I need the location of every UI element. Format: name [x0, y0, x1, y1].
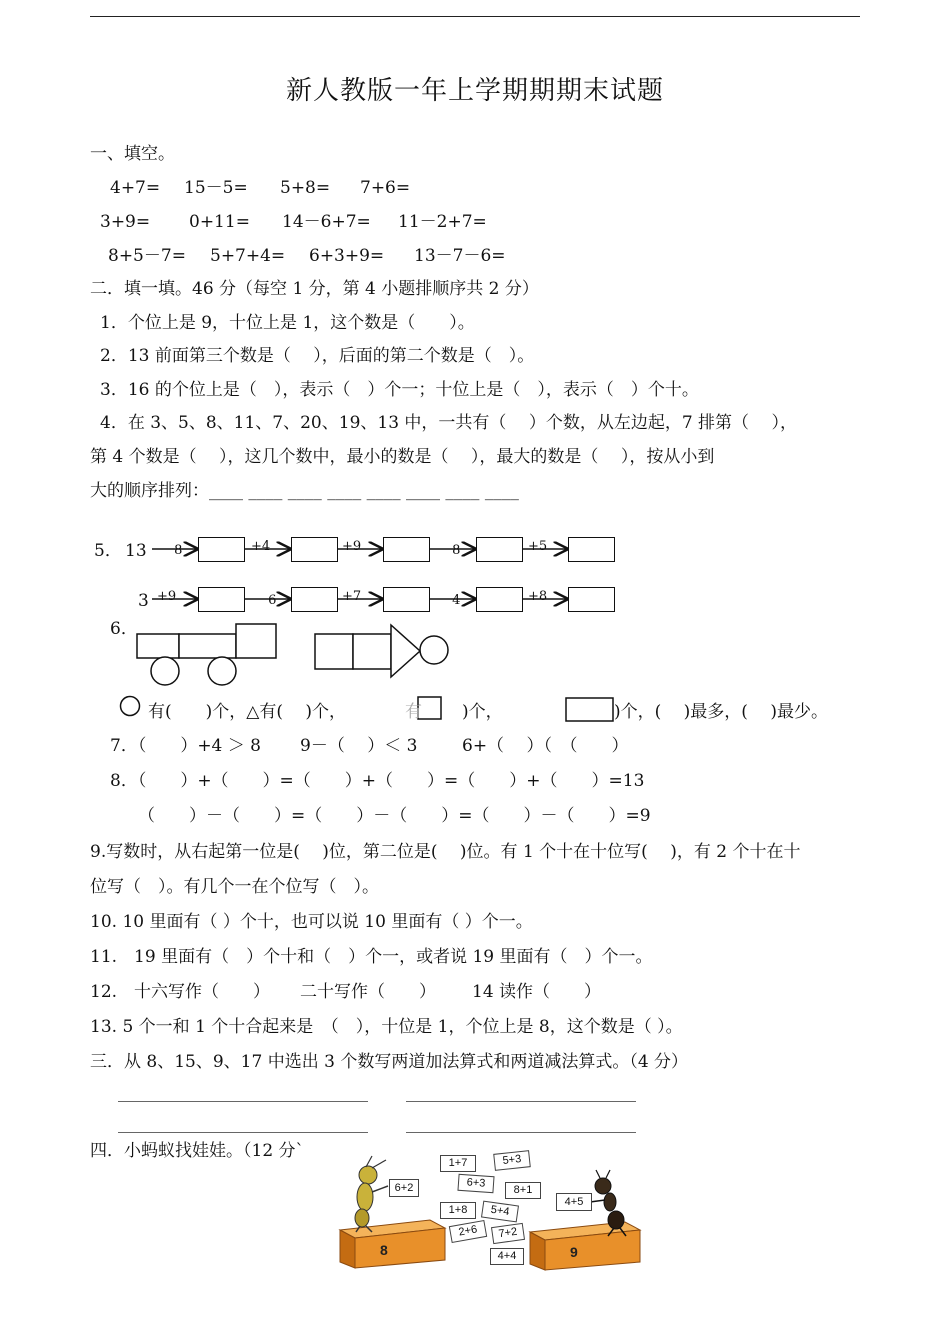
page-title: 新人教版一年上学期期期末试题 [285, 76, 664, 106]
question-7a: 7．（ ）+4 ＞ 8 [110, 736, 261, 756]
equation-card[interactable]: 6+3 [457, 1174, 494, 1193]
operator-label: － 6 [251, 593, 277, 608]
calc-item: 7+6= [360, 178, 411, 198]
question-9-line2: 位写（ ）。有几个一在个位写（ ）。 [90, 877, 379, 897]
equation-card[interactable]: 7+2 [491, 1223, 525, 1244]
question-9-line1: 9.写数时，从右起第一位是( )位，第二位是( )位。有 1 个十在十位写( )，有 2 个十在十 [90, 842, 801, 862]
calc-item: 11－2+7= [398, 212, 487, 232]
question-12a: 12. 十六写作（ ） [90, 982, 271, 1002]
operator-label: － 8 [157, 543, 183, 558]
calc-item: 14－6+7= [282, 212, 371, 232]
section4-heading: 四．小蚂蚁找娃娃。（12 分` [90, 1141, 305, 1161]
section3-heading: 三．从 8、15、9、17 中选出 3 个数写两道加法算式和两道减法算式。（4 分） [90, 1052, 689, 1072]
calc-item: 0+11= [189, 212, 250, 232]
calc-item: 13－7－6= [414, 246, 506, 266]
question-6-answer-part4: )个，( )最多，( )最少。 [614, 702, 828, 722]
calc-item: 4+7= [110, 178, 161, 198]
question-6-answer-part2: 有 [405, 702, 422, 722]
question-6-label: 6． [110, 619, 138, 639]
chain2-start: 3 [138, 591, 149, 611]
box-9 [530, 1222, 640, 1270]
operator-label: － 8 [435, 543, 461, 558]
question-8a: 8．（ ）+（ ）=（ ）+（ ）=（ ）+（ ）=13 [110, 771, 645, 791]
section2-heading: 二．填一填。46 分（每空 1 分，第 4 小题排顺序共 2 分） [90, 279, 539, 299]
question-1: 1．个位上是 9，十位上是 1，这个数是（ ）。 [100, 313, 475, 333]
question-7c: 6+（ ）（ （ ） [462, 736, 629, 756]
calc-item: 6+3+9= [309, 246, 385, 266]
equation-card[interactable]: 5+3 [493, 1150, 531, 1171]
box-8 [340, 1220, 445, 1268]
calc-item: 3+9= [100, 212, 151, 232]
equation-card[interactable]: 2+6 [449, 1220, 487, 1243]
equation-card[interactable]: 1+8 [440, 1202, 476, 1219]
equation-card[interactable]: 1+7 [440, 1155, 476, 1172]
question-5-label: 5． [94, 541, 122, 561]
question-11: 11. 19 里面有（ ）个十和（ ）个一，或者说 19 里面有（ ）个一。 [90, 947, 653, 967]
question-8b: （ ）－（ ）=（ ）－（ ）=（ ）－（ ）=9 [138, 806, 651, 826]
operator-label: +8 [528, 589, 548, 604]
operator-label: +9 [157, 589, 177, 604]
operator-label: +7 [342, 589, 362, 604]
equation-card[interactable]: 5+4 [481, 1201, 519, 1223]
equation-card[interactable]: 4+5 [556, 1193, 592, 1211]
question-4-line1: 4．在 3、5、8、11、7、20、19、13 中，一共有（ ）个数，从左边起，7 排第（ ）， [100, 413, 797, 433]
operator-label: － 4 [435, 593, 461, 608]
question-10: 10. 10 里面有（ ）个十，也可以说 10 里面有（ ）个一。 [90, 912, 533, 932]
operator-label: +5 [528, 539, 548, 554]
question-12b: 二十写作（ ） [300, 982, 436, 1002]
equation-card[interactable]: 4+4 [490, 1248, 524, 1265]
question-7b: 9－（ ）＜ 3 [300, 736, 418, 756]
calc-item: 5+8= [280, 178, 331, 198]
question-6-answer-part1: 有( )个，△有( )个， [148, 702, 347, 722]
box-right-label: 9 [570, 1244, 578, 1260]
question-2: 2．13 前面第三个数是（ ），后面的第二个数是（ ）。 [100, 346, 535, 366]
question-3: 3．16 的个位上是（ ），表示（ ）个一；十位上是（ ），表示（ ）个十。 [100, 380, 699, 400]
chain1-start: 13 [125, 541, 147, 561]
question-4-line2: 第 4 个数是（ ），这几个数中，最小的数是（ ），最大的数是（ ），按从小到 [90, 447, 715, 467]
section1-heading: 一、填空。 [90, 144, 175, 164]
calc-item: 15－5= [184, 178, 248, 198]
question-6-answer-part3: )个， [462, 702, 503, 722]
question-4-line3: 大的顺序排列：____ ____ ____ ____ ____ ____ ____ ____ [90, 481, 519, 501]
grasshopper-ant-left [355, 1156, 388, 1232]
calc-item: 8+5－7= [108, 246, 186, 266]
equation-card[interactable]: 6+2 [389, 1179, 419, 1197]
box-left-label: 8 [380, 1242, 388, 1258]
equation-card[interactable]: 8+1 [505, 1182, 541, 1199]
question-13: 13. 5 个一和 1 个十合起来是 （ ），十位是 1，个位上是 8，这个数是（ ）。 [90, 1017, 683, 1037]
operator-label: +9 [342, 539, 362, 554]
calc-item: 5+7+4= [210, 246, 286, 266]
question-12c: 14 读作（ ） [472, 982, 602, 1002]
operator-label: +4 [251, 539, 271, 554]
